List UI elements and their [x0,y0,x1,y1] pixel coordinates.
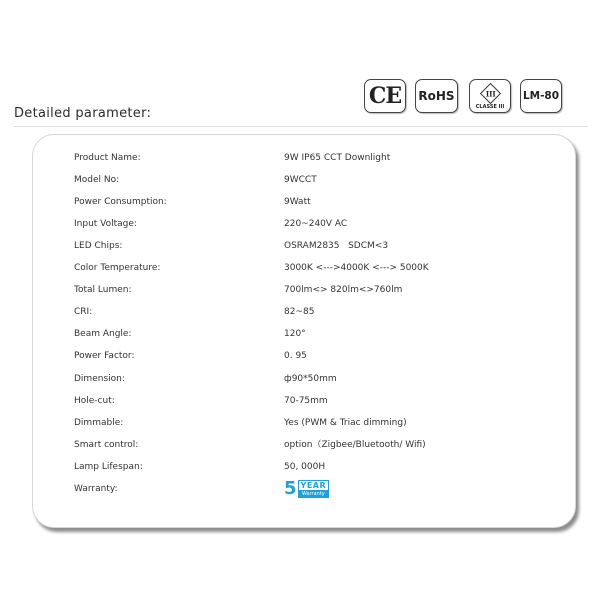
param-row-total-lumen [33,282,575,298]
param-label: Input Voltage: [74,219,137,229]
lm80-certification-icon [520,79,562,113]
diamond-icon [479,82,500,103]
param-value: 3000K <--->4000K <---> 5000K [284,263,429,273]
param-label: Color Temperature: [74,263,161,273]
param-value: 70-75mm [284,396,328,406]
five-year-warranty-icon [284,480,329,498]
param-label: Smart control: [74,440,139,450]
warranty-word: Warranty [298,491,330,498]
param-row-lamp-lifespan [33,459,575,475]
parameter-card [32,134,576,528]
page-title: Detailed parameter: [14,106,152,121]
param-value: ф90*50mm [284,374,337,384]
param-row-power-consumption [33,194,575,210]
param-label: LED Chips: [74,241,123,251]
classe-iii-certification-icon [469,79,511,113]
param-value: 9W IP65 CCT Downlight [284,153,391,163]
param-row-product-name [33,150,575,166]
divider [14,126,588,127]
param-label: Dimmable: [74,418,124,428]
param-value: option（Zigbee/Bluetooth/ Wifi) [284,440,426,450]
rohs-label: RoHS [418,89,455,103]
param-row-smart-control [33,437,575,453]
param-label: Beam Angle: [74,329,132,339]
param-value: 700lm<> 820lm<>760lm [284,285,403,295]
param-value: 0. 95 [284,351,307,361]
param-label: Hole-cut: [74,396,115,406]
param-value: 82~85 [284,307,315,317]
param-row-warranty [33,478,575,499]
param-row-hole-cut [33,393,575,409]
param-value: 9WCCT [284,175,317,185]
param-label: Model No: [74,175,120,185]
param-label: Power Consumption: [74,197,167,207]
param-row-power-factor [33,348,575,364]
param-value: OSRAM2835 SDCM<3 [284,241,389,251]
classe-label: CLASSE III [475,103,505,110]
ce-label: CE [368,83,402,109]
param-label: Total Lumen: [74,285,132,295]
param-label: Lamp Lifespan: [74,462,143,472]
param-row-beam-angle [33,326,575,342]
param-value: 120° [284,329,306,339]
param-value: Yes (PWM & Triac dimming) [284,418,407,428]
param-label: Warranty: [74,484,118,494]
param-row-cri [33,304,575,320]
param-row-color-temperature [33,260,575,276]
param-label: Product Name: [74,153,141,163]
param-row-dimmable [33,415,575,431]
param-label: Dimension: [74,374,125,384]
param-row-dimension [33,371,575,387]
param-row-led-chips [33,238,575,254]
lm80-label: LM-80 [522,90,560,102]
param-value: 9Watt [284,197,311,207]
rohs-certification-icon [415,79,458,113]
param-value: 220~240V AC [284,219,348,229]
param-label: Power Factor: [74,351,135,361]
param-row-input-voltage [33,216,575,232]
warranty-year: YEAR [298,480,330,491]
classe-numeral: III [485,88,495,98]
param-row-model-no [33,172,575,188]
param-label: CRI: [74,307,93,317]
warranty-number: 5 [284,478,297,499]
ce-certification-icon [364,79,406,113]
param-value: 50, 000H [284,462,326,472]
